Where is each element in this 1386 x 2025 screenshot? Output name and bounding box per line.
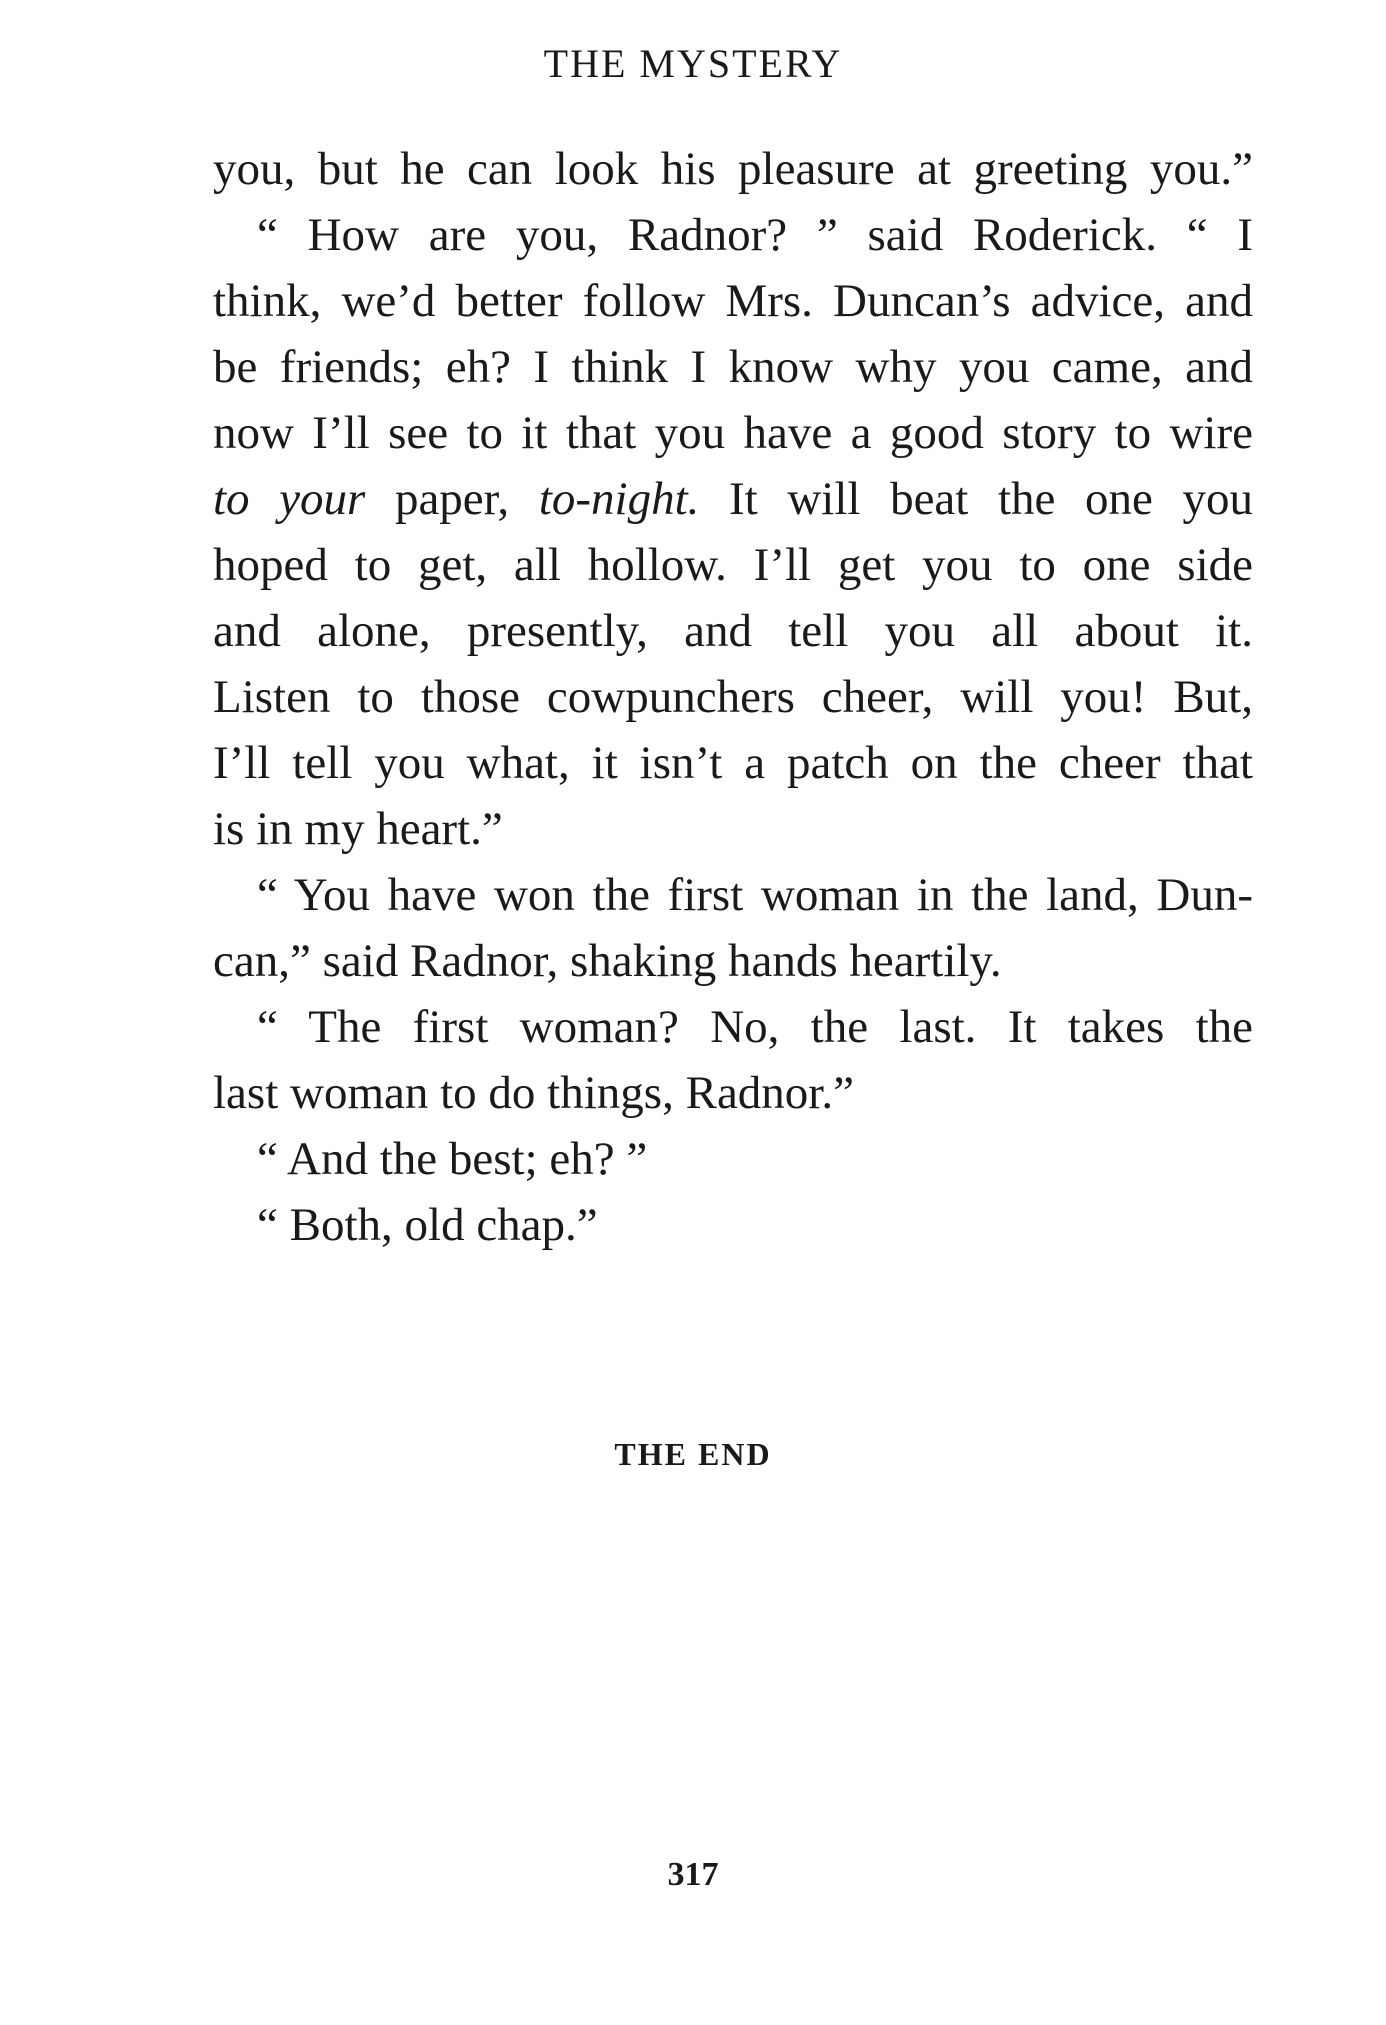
text-line: I’ll tell you what, it isn’t a patch on the cheer that: [213, 737, 1253, 789]
text-line: Listen to those cowpunchers cheer, will you! But,: [213, 671, 1253, 723]
italic-text: to your: [213, 473, 366, 525]
text-line: you, but he can look his pleasure at greeting you.”: [213, 143, 1253, 195]
italic-text: to-night.: [538, 473, 700, 525]
text-line: “ And the best; eh? ”: [257, 1133, 648, 1185]
text-line: be friends; eh? I think I know why you came, and: [213, 341, 1253, 393]
the-end-label: THE END: [614, 1436, 772, 1472]
text-line: hoped to get, all hollow. I’ll get you to one side: [213, 539, 1253, 591]
text-line: “ You have won the first woman in the land, Dun-: [257, 869, 1253, 921]
text-line: is in my heart.”: [213, 803, 503, 855]
text-line: “ Both, old chap.”: [257, 1199, 598, 1251]
text-line: [213, 466, 1253, 532]
text-line: “ The first woman? No, the last. It takes the: [257, 1001, 1253, 1053]
plain-text: paper,: [365, 473, 539, 525]
running-head: THE MYSTERY: [543, 41, 843, 86]
text-line: can,” said Radnor, shaking hands heartily.: [213, 935, 1002, 987]
text-line: now I’ll see to it that you have a good story to wire: [213, 407, 1253, 459]
text-line: “ How are you, Radnor? ” said Roderick. “ I: [257, 209, 1253, 261]
text-line: think, we’d better follow Mrs. Duncan’s advice, and: [213, 275, 1253, 327]
text-line: last woman to do things, Radnor.”: [213, 1067, 854, 1119]
page-number: 317: [667, 1856, 719, 1893]
body-text: [213, 136, 1253, 1258]
text-line: and alone, presently, and tell you all about it.: [213, 605, 1253, 657]
plain-text: It will beat the one you: [699, 473, 1253, 525]
